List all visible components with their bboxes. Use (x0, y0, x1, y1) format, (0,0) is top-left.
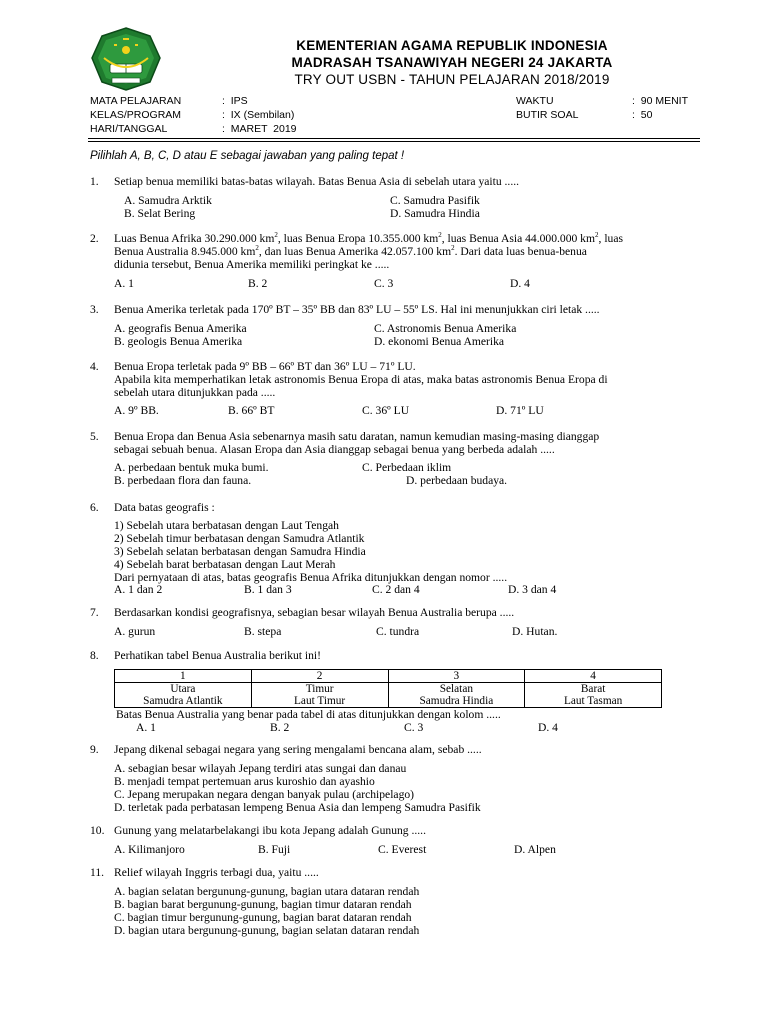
table-cell: 1 (115, 670, 252, 683)
option-d[interactable]: D. bagian utara bergunung-gunung, bagian selatan dataran rendah (114, 923, 420, 937)
option-d[interactable]: D. Samudra Hindia (390, 206, 480, 220)
option-d[interactable]: D. 3 dan 4 (508, 583, 557, 597)
ministry-logo (90, 26, 162, 92)
option-a[interactable]: A. 1 dan 2 (114, 583, 163, 597)
option-b[interactable]: B. 1 dan 3 (244, 583, 292, 597)
question-7 (90, 607, 710, 639)
question-text: didunia tersebut, Benua Amerika memiliki peringkat ke ..... (114, 257, 390, 271)
question-number: 8. (90, 649, 99, 662)
option-b[interactable]: B. stepa (244, 624, 282, 638)
table-cell: Selatan Samudra Hindia (388, 683, 525, 708)
exam-meta-left (90, 94, 297, 136)
meta-key: KELAS/PROGRAM (90, 109, 182, 121)
question-text: Setiap benua memiliki batas-batas wilayah. Batas Benua Asia di sebelah utara yaitu ..... (114, 175, 520, 188)
question-number: 11. (90, 866, 105, 879)
question-number: 7. (90, 606, 99, 619)
meta-row (516, 108, 688, 122)
list-item: 3) Sebelah selatan berbatasan dengan Samudra Hindia (114, 544, 366, 558)
meta-row (90, 94, 297, 108)
meta-value: : IX (Sembilan) (222, 109, 295, 121)
question-text: sebagai sebuah benua. Alasan Eropa dan Asia dianggap sebagai benua yang berbeda adalah ..... (114, 442, 555, 456)
table-cell: Barat Laut Tasman (525, 683, 662, 708)
option-c[interactable]: C. Perbedaan iklim (362, 460, 452, 474)
header-ministry: KEMENTERIAN AGAMA REPUBLIK INDONESIA (296, 38, 608, 53)
option-c[interactable]: C. Astronomis Benua Amerika (374, 321, 517, 335)
option-a[interactable]: A. 1 (136, 720, 156, 734)
question-5 (90, 431, 710, 488)
option-c[interactable]: C. 2 dan 4 (372, 583, 420, 597)
question-number: 1. (90, 175, 99, 188)
option-c[interactable]: C. bagian timur bergunung-gunung, bagian barat dataran rendah (114, 910, 412, 924)
meta-value: : MARET 2019 (222, 123, 297, 135)
table-cell: 2 (251, 670, 388, 683)
question-text: Benua Eropa terletak pada 9º BB – 66º BT dan 36º LU – 71º LU. (114, 360, 416, 373)
option-a[interactable]: A. 9º BB. (114, 403, 159, 417)
option-a[interactable]: A. Samudra Arktik (124, 193, 212, 207)
question-text: Dari pernyataan di atas, batas geografis Benua Afrika ditunjukkan dengan nomor ..... (114, 570, 508, 584)
meta-key: HARI/TANGGAL (90, 123, 168, 135)
question-number: 4. (90, 360, 99, 373)
header-school: MADRASAH TSANAWIYAH NEGERI 24 JAKARTA (291, 55, 613, 70)
question-text: Perhatikan tabel Benua Australia berikut ini! (114, 649, 322, 662)
question-number: 10. (90, 824, 105, 837)
question-text: Apabila kita memperhatikan letak astronomis Benua Eropa di atas, maka batas astronomis Benua Eropa di (114, 372, 608, 386)
question-1 (90, 176, 710, 221)
option-a[interactable]: A. sebagian besar wilayah Jepang terdiri atas sungai dan danau (114, 761, 407, 775)
instruction-text: Pilihlah A, B, C, D atau E sebagai jawaban yang paling tepat ! (90, 150, 405, 162)
question-8-continued (90, 709, 710, 735)
option-b[interactable]: B. geologis Benua Amerika (114, 334, 243, 348)
meta-row (90, 122, 297, 136)
australia-border-table (114, 669, 662, 708)
option-a[interactable]: A. bagian selatan bergunung-gunung, bagian utara dataran rendah (114, 884, 420, 898)
question-text: Batas Benua Australia yang benar pada tabel di atas ditunjukkan dengan kolom ..... (116, 708, 501, 721)
question-text: Jepang dikenal sebagai negara yang sering mengalami bencana alam, sebab ..... (114, 743, 482, 756)
option-d[interactable]: D. terletak pada perbatasan lempeng Benua Asia dan lempeng Samudra Pasifik (114, 800, 481, 814)
question-6 (90, 502, 710, 597)
header-exam-title: TRY OUT USBN - TAHUN PELAJARAN 2018/2019 (294, 72, 610, 87)
list-item: 4) Sebelah barat berbatasan dengan Laut Merah (114, 557, 336, 571)
question-9 (90, 744, 710, 815)
question-8 (90, 650, 710, 663)
question-text: Gunung yang melatarbelakangi ibu kota Jepang adalah Gunung ..... (114, 824, 426, 837)
meta-key: BUTIR SOAL (516, 109, 579, 121)
list-item: 1) Sebelah utara berbatasan dengan Laut Tengah (114, 518, 339, 532)
table-cell: Utara Samudra Atlantik (115, 683, 252, 708)
question-text: sebelah utara ditunjukkan pada ..... (114, 385, 276, 399)
option-d[interactable]: D. Hutan. (512, 624, 558, 638)
question-number: 5. (90, 430, 99, 443)
meta-key: WAKTU (516, 95, 554, 107)
option-b[interactable]: B. Selat Bering (124, 206, 196, 220)
option-d[interactable]: D. ekonomi Benua Amerika (374, 334, 505, 348)
question-number: 9. (90, 743, 99, 756)
table-cell: 3 (388, 670, 525, 683)
question-number: 6. (90, 501, 99, 514)
option-c[interactable]: C. tundra (376, 624, 420, 638)
option-b[interactable]: B. Fuji (258, 842, 291, 856)
option-b[interactable]: B. menjadi tempat pertemuan arus kuroshio dan ayashio (114, 774, 375, 788)
option-b[interactable]: B. 66º BT (228, 403, 275, 417)
question-4 (90, 361, 710, 418)
option-d[interactable]: D. 4 (538, 720, 558, 734)
option-c[interactable]: C. 3 (374, 276, 394, 290)
divider-line (88, 138, 700, 139)
option-d[interactable]: D. Alpen (514, 842, 556, 856)
option-a[interactable]: A. perbedaan bentuk muka bumi. (114, 460, 269, 474)
meta-row (90, 108, 297, 122)
question-text: Berdasarkan kondisi geografisnya, sebagian besar wilayah Benua Australia berupa ..... (114, 606, 515, 619)
table-row (115, 683, 662, 708)
table-cell: 4 (525, 670, 662, 683)
option-c[interactable]: C. Jepang merupakan negara dengan banyak pulau (archipelago) (114, 787, 415, 801)
option-c[interactable]: C. Samudra Pasifik (390, 193, 480, 207)
meta-row (516, 94, 688, 108)
exam-meta-right (516, 94, 688, 122)
divider-line (88, 141, 700, 142)
question-text: Benua Australia 8.945.000 $km^2$, dan luas Benua Amerika 42.057.100 $km^2$. Dari data luas benua-benua (114, 244, 587, 258)
question-text: Data batas geografis : (114, 501, 215, 514)
option-a[interactable]: A. gurun (114, 624, 156, 638)
option-c[interactable]: C. Everest (378, 842, 427, 856)
question-11 (90, 867, 710, 938)
question-2 (90, 233, 710, 291)
question-number: 3. (90, 303, 99, 316)
question-10 (90, 825, 710, 857)
option-b[interactable]: B. 2 (248, 276, 268, 290)
table-cell: Timur Laut Timur (251, 683, 388, 708)
option-b[interactable]: B. perbedaan flora dan fauna. (114, 473, 252, 487)
question-text: Relief wilayah Inggris terbagi dua, yaitu ..... (114, 866, 319, 879)
list-item: 2) Sebelah timur berbatasan dengan Samudra Atlantik (114, 531, 365, 545)
question-text: Benua Amerika terletak pada 170º BT – 35º BB dan 83º LU – 55º LS. Hal ini menunjukkan ciri letak ..... (114, 303, 600, 316)
question-3 (90, 304, 710, 349)
option-b[interactable]: B. 2 (270, 720, 290, 734)
meta-value: : IPS (222, 95, 248, 107)
question-text: Benua Eropa dan Benua Asia sebenarnya masih satu daratan, namun kemudian masing-masing dianggap (114, 430, 600, 443)
option-c[interactable]: C. 3 (404, 720, 424, 734)
option-b[interactable]: B. bagian barat bergunung-gunung, bagian timur dataran rendah (114, 897, 412, 911)
question-text: Luas Benua Afrika 30.290.000 $km^2$, luas Benua Eropa 10.355.000 $km^2$, luas Benua Asia 44.000.000 $km^2$, luas (114, 231, 623, 245)
meta-value: : 90 MENIT (632, 95, 689, 107)
meta-value: : 50 (632, 109, 653, 121)
meta-key: MATA PELAJARAN (90, 95, 182, 107)
question-number: 2. (90, 232, 99, 245)
option-a[interactable]: A. Kilimanjoro (114, 842, 185, 856)
option-c[interactable]: C. 36º LU (362, 403, 410, 417)
option-a[interactable]: A. 1 (114, 276, 134, 290)
option-d[interactable]: D. 4 (510, 276, 530, 290)
table-header-row (115, 670, 662, 683)
option-a[interactable]: A. geografis Benua Amerika (114, 321, 247, 335)
option-d[interactable]: D. 71º LU (496, 403, 544, 417)
option-d[interactable]: D. perbedaan budaya. (406, 473, 508, 487)
